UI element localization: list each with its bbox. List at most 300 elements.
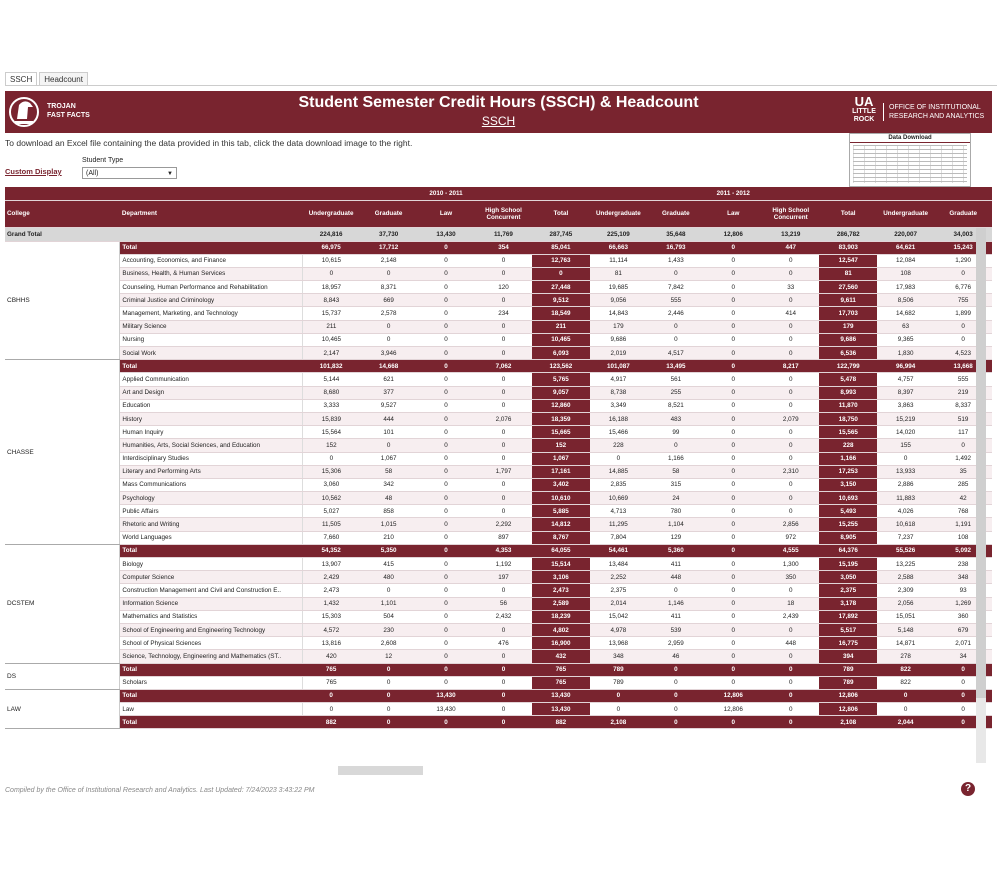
value-cell: 2,375 — [819, 584, 876, 597]
value-cell: 2,589 — [532, 597, 589, 610]
table-row — [5, 650, 992, 663]
value-cell: 2,578 — [360, 307, 417, 320]
value-cell: 0 — [934, 267, 992, 280]
value-cell: 348 — [934, 571, 992, 584]
value-cell: 15,665 — [532, 426, 589, 439]
value-cell: 9,365 — [877, 333, 934, 346]
value-cell: 0 — [934, 320, 992, 333]
value-cell: 3,060 — [302, 478, 359, 491]
value-cell: 0 — [302, 452, 359, 465]
department-cell: Biology — [120, 558, 302, 571]
column-header[interactable]: Undergraduate — [877, 200, 934, 227]
value-cell: 17,712 — [360, 241, 417, 254]
help-icon[interactable]: ? — [961, 782, 975, 796]
value-cell: 64,376 — [819, 544, 876, 557]
column-header[interactable]: Graduate — [647, 200, 704, 227]
column-header[interactable]: Graduate — [360, 200, 417, 227]
table-row — [5, 676, 992, 689]
value-cell: 15,564 — [302, 426, 359, 439]
table-row — [5, 623, 992, 636]
value-cell: 7,062 — [475, 360, 532, 373]
value-cell: 5,092 — [934, 544, 992, 557]
value-cell: 64,621 — [877, 241, 934, 254]
department-cell: Human Inquiry — [120, 426, 302, 439]
table-row — [5, 637, 992, 650]
value-cell: 14,668 — [360, 360, 417, 373]
value-cell: 0 — [877, 703, 934, 716]
column-header[interactable]: High School Concurrent — [762, 200, 819, 227]
value-cell: 13,225 — [877, 558, 934, 571]
value-cell: 14,812 — [532, 518, 589, 531]
value-cell: 0 — [475, 689, 532, 702]
value-cell: 17,703 — [819, 307, 876, 320]
value-cell: 3,946 — [360, 347, 417, 360]
department-cell: Literary and Performing Arts — [120, 465, 302, 478]
table-row — [5, 492, 992, 505]
tab-ssch[interactable]: SSCH — [5, 72, 37, 85]
value-cell: 0 — [475, 623, 532, 636]
value-cell: 63 — [877, 320, 934, 333]
value-cell: 16,188 — [590, 412, 647, 425]
value-cell: 858 — [360, 505, 417, 518]
ua-name-line-2: ROCK — [853, 116, 875, 123]
value-cell: 13,968 — [590, 637, 647, 650]
value-cell: 4,555 — [762, 544, 819, 557]
college-total-row — [5, 716, 992, 729]
value-cell: 8,397 — [877, 386, 934, 399]
department-cell: Total — [120, 544, 302, 557]
value-cell: 0 — [705, 320, 762, 333]
value-cell: 0 — [705, 439, 762, 452]
student-type-dropdown[interactable] — [82, 167, 177, 179]
value-cell: 10,669 — [590, 492, 647, 505]
value-cell: 0 — [590, 452, 647, 465]
value-cell: 4,757 — [877, 373, 934, 386]
value-cell: 18 — [762, 597, 819, 610]
value-cell: 2,252 — [590, 571, 647, 584]
page-subtitle[interactable]: SSCH — [481, 114, 516, 128]
value-cell: 0 — [417, 241, 474, 254]
dashboard-header — [5, 91, 992, 133]
value-cell: 0 — [475, 373, 532, 386]
value-cell: 5,350 — [360, 544, 417, 557]
value-cell: 8,680 — [302, 386, 359, 399]
value-cell: 0 — [417, 267, 474, 280]
value-cell: 0 — [417, 663, 474, 676]
table-row — [5, 610, 992, 623]
value-cell: 0 — [762, 399, 819, 412]
value-cell: 0 — [475, 254, 532, 267]
value-cell: 13,933 — [877, 465, 934, 478]
value-cell: 211 — [302, 320, 359, 333]
value-cell: 0 — [705, 478, 762, 491]
value-cell: 2,044 — [877, 716, 934, 729]
value-cell: 152 — [302, 439, 359, 452]
value-cell: 0 — [417, 465, 474, 478]
value-cell: 0 — [762, 333, 819, 346]
table-row — [5, 531, 992, 544]
value-cell: 0 — [360, 663, 417, 676]
value-cell: 1,191 — [934, 518, 992, 531]
value-cell: 101,087 — [590, 360, 647, 373]
department-cell: Accounting, Economics, and Finance — [120, 254, 302, 267]
value-cell: 108 — [877, 267, 934, 280]
value-cell: 1,269 — [934, 597, 992, 610]
column-header-department[interactable]: Department — [120, 200, 302, 227]
data-download-title: Data Download — [850, 134, 970, 143]
table-row — [5, 465, 992, 478]
value-cell: 18,359 — [532, 412, 589, 425]
tab-headcount[interactable]: Headcount — [39, 72, 88, 85]
department-cell: School of Engineering and Engineering Technology — [120, 623, 302, 636]
value-cell: 15,514 — [532, 558, 589, 571]
horizontal-scrollbar-thumb[interactable] — [338, 766, 423, 775]
value-cell: 0 — [647, 689, 704, 702]
value-cell: 8,993 — [819, 386, 876, 399]
value-cell: 0 — [647, 703, 704, 716]
value-cell: 0 — [762, 703, 819, 716]
value-cell: 0 — [302, 703, 359, 716]
department-cell: Total — [120, 241, 302, 254]
value-cell: 46 — [647, 650, 704, 663]
value-cell: 0 — [762, 650, 819, 663]
value-cell: 15,195 — [819, 558, 876, 571]
value-cell: 0 — [705, 333, 762, 346]
value-cell: 621 — [360, 373, 417, 386]
department-cell: Psychology — [120, 492, 302, 505]
department-cell: Business, Health, & Human Services — [120, 267, 302, 280]
value-cell: 0 — [475, 492, 532, 505]
value-cell: 755 — [934, 294, 992, 307]
value-cell: 0 — [590, 703, 647, 716]
value-cell: 12,547 — [819, 254, 876, 267]
value-cell: 17,161 — [532, 465, 589, 478]
department-cell: Total — [120, 716, 302, 729]
value-cell: 16,793 — [647, 241, 704, 254]
value-cell: 255 — [647, 386, 704, 399]
value-cell: 0 — [417, 623, 474, 636]
value-cell: 0 — [705, 254, 762, 267]
value-cell: 7,842 — [647, 281, 704, 294]
value-cell: 2,019 — [590, 347, 647, 360]
value-cell: 33 — [762, 281, 819, 294]
college-cell: CBHHS — [5, 241, 120, 360]
value-cell: 0 — [705, 716, 762, 729]
value-cell: 5,493 — [819, 505, 876, 518]
value-cell: 5,360 — [647, 544, 704, 557]
value-cell: 9,056 — [590, 294, 647, 307]
value-cell: 123,562 — [532, 360, 589, 373]
value-cell: 2,588 — [877, 571, 934, 584]
value-cell: 0 — [360, 584, 417, 597]
table-row — [5, 439, 992, 452]
value-cell: 483 — [647, 412, 704, 425]
value-cell: 0 — [762, 689, 819, 702]
value-cell: 13,495 — [647, 360, 704, 373]
value-cell: 0 — [877, 689, 934, 702]
table-row — [5, 267, 992, 280]
value-cell: 9,611 — [819, 294, 876, 307]
value-cell: 1,290 — [934, 254, 992, 267]
department-cell: Scholars — [120, 676, 302, 689]
value-cell: 669 — [360, 294, 417, 307]
value-cell: 17,253 — [819, 465, 876, 478]
value-cell: 6,093 — [532, 347, 589, 360]
college-cell: DCSTEM — [5, 544, 120, 663]
value-cell: 15,303 — [302, 610, 359, 623]
department-cell: Military Science — [120, 320, 302, 333]
value-cell: 0 — [762, 254, 819, 267]
value-cell: 35 — [934, 465, 992, 478]
value-cell: 179 — [590, 320, 647, 333]
year-header-row — [5, 187, 992, 200]
value-cell: 14,871 — [877, 637, 934, 650]
value-cell: 1,067 — [532, 452, 589, 465]
value-cell: 0 — [705, 518, 762, 531]
vertical-scrollbar[interactable] — [976, 228, 986, 763]
value-cell: 18,957 — [302, 281, 359, 294]
value-cell: 0 — [762, 294, 819, 307]
value-cell: 480 — [360, 571, 417, 584]
grand-total-cell: 225,109 — [590, 227, 647, 241]
brand-line-1: TROJAN — [47, 103, 76, 110]
value-cell: 0 — [762, 676, 819, 689]
value-cell: 0 — [417, 544, 474, 557]
value-cell: 789 — [590, 676, 647, 689]
value-cell: 15,737 — [302, 307, 359, 320]
department-cell: Total — [120, 689, 302, 702]
value-cell: 0 — [762, 452, 819, 465]
value-cell: 0 — [475, 267, 532, 280]
value-cell: 11,295 — [590, 518, 647, 531]
table-row — [5, 281, 992, 294]
value-cell: 55,526 — [877, 544, 934, 557]
value-cell: 12,806 — [819, 689, 876, 702]
column-header-row — [5, 200, 992, 227]
value-cell: 108 — [934, 531, 992, 544]
column-header[interactable]: Total — [532, 200, 589, 227]
value-cell: 0 — [705, 281, 762, 294]
value-cell: 0 — [417, 610, 474, 623]
value-cell: 0 — [475, 650, 532, 663]
value-cell: 2,071 — [934, 637, 992, 650]
value-cell: 2,446 — [647, 307, 704, 320]
value-cell: 0 — [302, 267, 359, 280]
value-cell: 4,353 — [475, 544, 532, 557]
value-cell: 96,994 — [877, 360, 934, 373]
value-cell: 0 — [475, 676, 532, 689]
value-cell: 48 — [360, 492, 417, 505]
value-cell: 0 — [360, 716, 417, 729]
value-cell: 0 — [417, 650, 474, 663]
ssch-table-container — [5, 187, 992, 764]
value-cell: 0 — [417, 281, 474, 294]
value-cell: 9,057 — [532, 386, 589, 399]
value-cell: 0 — [360, 267, 417, 280]
value-cell: 0 — [762, 373, 819, 386]
column-header[interactable]: Law — [417, 200, 474, 227]
value-cell: 0 — [762, 426, 819, 439]
value-cell: 0 — [417, 478, 474, 491]
value-cell: 0 — [762, 267, 819, 280]
column-header[interactable]: Undergraduate — [302, 200, 359, 227]
value-cell: 1,433 — [647, 254, 704, 267]
value-cell: 101,832 — [302, 360, 359, 373]
value-cell: 155 — [877, 439, 934, 452]
column-header[interactable]: High School Concurrent — [475, 200, 532, 227]
value-cell: 1,166 — [819, 452, 876, 465]
value-cell: 444 — [360, 412, 417, 425]
value-cell: 10,465 — [302, 333, 359, 346]
value-cell: 0 — [532, 267, 589, 280]
value-cell: 11,883 — [877, 492, 934, 505]
value-cell: 210 — [360, 531, 417, 544]
value-cell: 5,144 — [302, 373, 359, 386]
value-cell: 2,148 — [360, 254, 417, 267]
value-cell: 360 — [934, 610, 992, 623]
value-cell: 14,682 — [877, 307, 934, 320]
value-cell: 0 — [417, 294, 474, 307]
value-cell: 179 — [819, 320, 876, 333]
value-cell: 11,870 — [819, 399, 876, 412]
value-cell: 0 — [417, 597, 474, 610]
value-cell: 0 — [475, 505, 532, 518]
value-cell: 0 — [705, 399, 762, 412]
department-cell: Applied Communication — [120, 373, 302, 386]
department-cell: School of Physical Sciences — [120, 637, 302, 650]
department-cell: Counseling, Human Performance and Rehabilitation — [120, 281, 302, 294]
value-cell: 0 — [705, 544, 762, 557]
value-cell: 12,860 — [532, 399, 589, 412]
table-row — [5, 254, 992, 267]
column-header-college[interactable]: College — [5, 200, 120, 227]
value-cell: 13,668 — [934, 360, 992, 373]
value-cell: 0 — [705, 465, 762, 478]
value-cell: 822 — [877, 663, 934, 676]
value-cell: 897 — [475, 531, 532, 544]
value-cell: 476 — [475, 637, 532, 650]
value-cell: 0 — [705, 663, 762, 676]
value-cell: 9,512 — [532, 294, 589, 307]
value-cell: 0 — [417, 399, 474, 412]
value-cell: 1,830 — [877, 347, 934, 360]
value-cell: 0 — [475, 426, 532, 439]
grand-total-label: Grand Total — [5, 227, 302, 241]
table-row — [5, 703, 992, 716]
column-header[interactable]: Graduate — [934, 200, 992, 227]
value-cell: 285 — [934, 478, 992, 491]
value-cell: 15,565 — [819, 426, 876, 439]
value-cell: 2,147 — [302, 347, 359, 360]
table-row — [5, 597, 992, 610]
table-row — [5, 426, 992, 439]
value-cell: 17,892 — [819, 610, 876, 623]
value-cell: 13,907 — [302, 558, 359, 571]
value-cell: 4,802 — [532, 623, 589, 636]
value-cell: 56 — [475, 597, 532, 610]
value-cell: 1,067 — [360, 452, 417, 465]
vertical-scrollbar-thumb[interactable] — [976, 228, 986, 698]
value-cell: 0 — [705, 426, 762, 439]
value-cell: 228 — [819, 439, 876, 452]
value-cell: 14,020 — [877, 426, 934, 439]
value-cell: 4,517 — [647, 347, 704, 360]
value-cell: 2,959 — [647, 637, 704, 650]
value-cell: 5,148 — [877, 623, 934, 636]
value-cell: 101 — [360, 426, 417, 439]
value-cell: 765 — [532, 676, 589, 689]
value-cell: 1,146 — [647, 597, 704, 610]
value-cell: 0 — [475, 478, 532, 491]
value-cell: 0 — [417, 571, 474, 584]
value-cell: 64,055 — [532, 544, 589, 557]
custom-display-link[interactable]: Custom Display — [5, 167, 62, 176]
value-cell: 420 — [302, 650, 359, 663]
value-cell: 0 — [417, 347, 474, 360]
college-total-row — [5, 360, 992, 373]
value-cell: 11,114 — [590, 254, 647, 267]
value-cell: 16,775 — [819, 637, 876, 650]
value-cell: 81 — [819, 267, 876, 280]
department-cell: Art and Design — [120, 386, 302, 399]
year-spacer — [5, 187, 302, 200]
brand-line-2: FAST FACTS — [47, 112, 90, 119]
value-cell: 0 — [360, 439, 417, 452]
grand-total-cell: 224,816 — [302, 227, 359, 241]
value-cell: 1,015 — [360, 518, 417, 531]
value-cell: 448 — [647, 571, 704, 584]
value-cell: 0 — [475, 703, 532, 716]
value-cell: 765 — [532, 663, 589, 676]
value-cell: 10,562 — [302, 492, 359, 505]
value-cell: 42 — [934, 492, 992, 505]
value-cell: 0 — [417, 584, 474, 597]
value-cell: 0 — [705, 637, 762, 650]
grand-total-cell: 34,003 — [934, 227, 992, 241]
data-download-button[interactable] — [849, 133, 971, 187]
value-cell: 448 — [762, 637, 819, 650]
table-row — [5, 452, 992, 465]
value-cell: 0 — [762, 347, 819, 360]
value-cell: 561 — [647, 373, 704, 386]
value-cell: 0 — [762, 716, 819, 729]
oira-line-2: RESEARCH AND ANALYTICS — [889, 113, 985, 120]
department-cell: World Languages — [120, 531, 302, 544]
grand-total-cell: 13,430 — [417, 227, 474, 241]
value-cell: 0 — [475, 347, 532, 360]
value-cell: 15,306 — [302, 465, 359, 478]
value-cell: 10,465 — [532, 333, 589, 346]
department-cell: Mathematics and Statistics — [120, 610, 302, 623]
value-cell: 2,309 — [877, 584, 934, 597]
column-header[interactable]: Total — [819, 200, 876, 227]
table-row — [5, 333, 992, 346]
value-cell: 24 — [647, 492, 704, 505]
value-cell: 66,663 — [590, 241, 647, 254]
value-cell: 6,536 — [819, 347, 876, 360]
value-cell: 0 — [762, 492, 819, 505]
column-header[interactable]: Law — [705, 200, 762, 227]
value-cell: 18,750 — [819, 412, 876, 425]
value-cell: 12,806 — [705, 703, 762, 716]
value-cell: 0 — [417, 518, 474, 531]
value-cell: 411 — [647, 610, 704, 623]
spreadsheet-thumbnail-icon — [853, 145, 967, 183]
value-cell: 14,843 — [590, 307, 647, 320]
column-header[interactable]: Undergraduate — [590, 200, 647, 227]
value-cell: 0 — [705, 360, 762, 373]
value-cell: 3,402 — [532, 478, 589, 491]
